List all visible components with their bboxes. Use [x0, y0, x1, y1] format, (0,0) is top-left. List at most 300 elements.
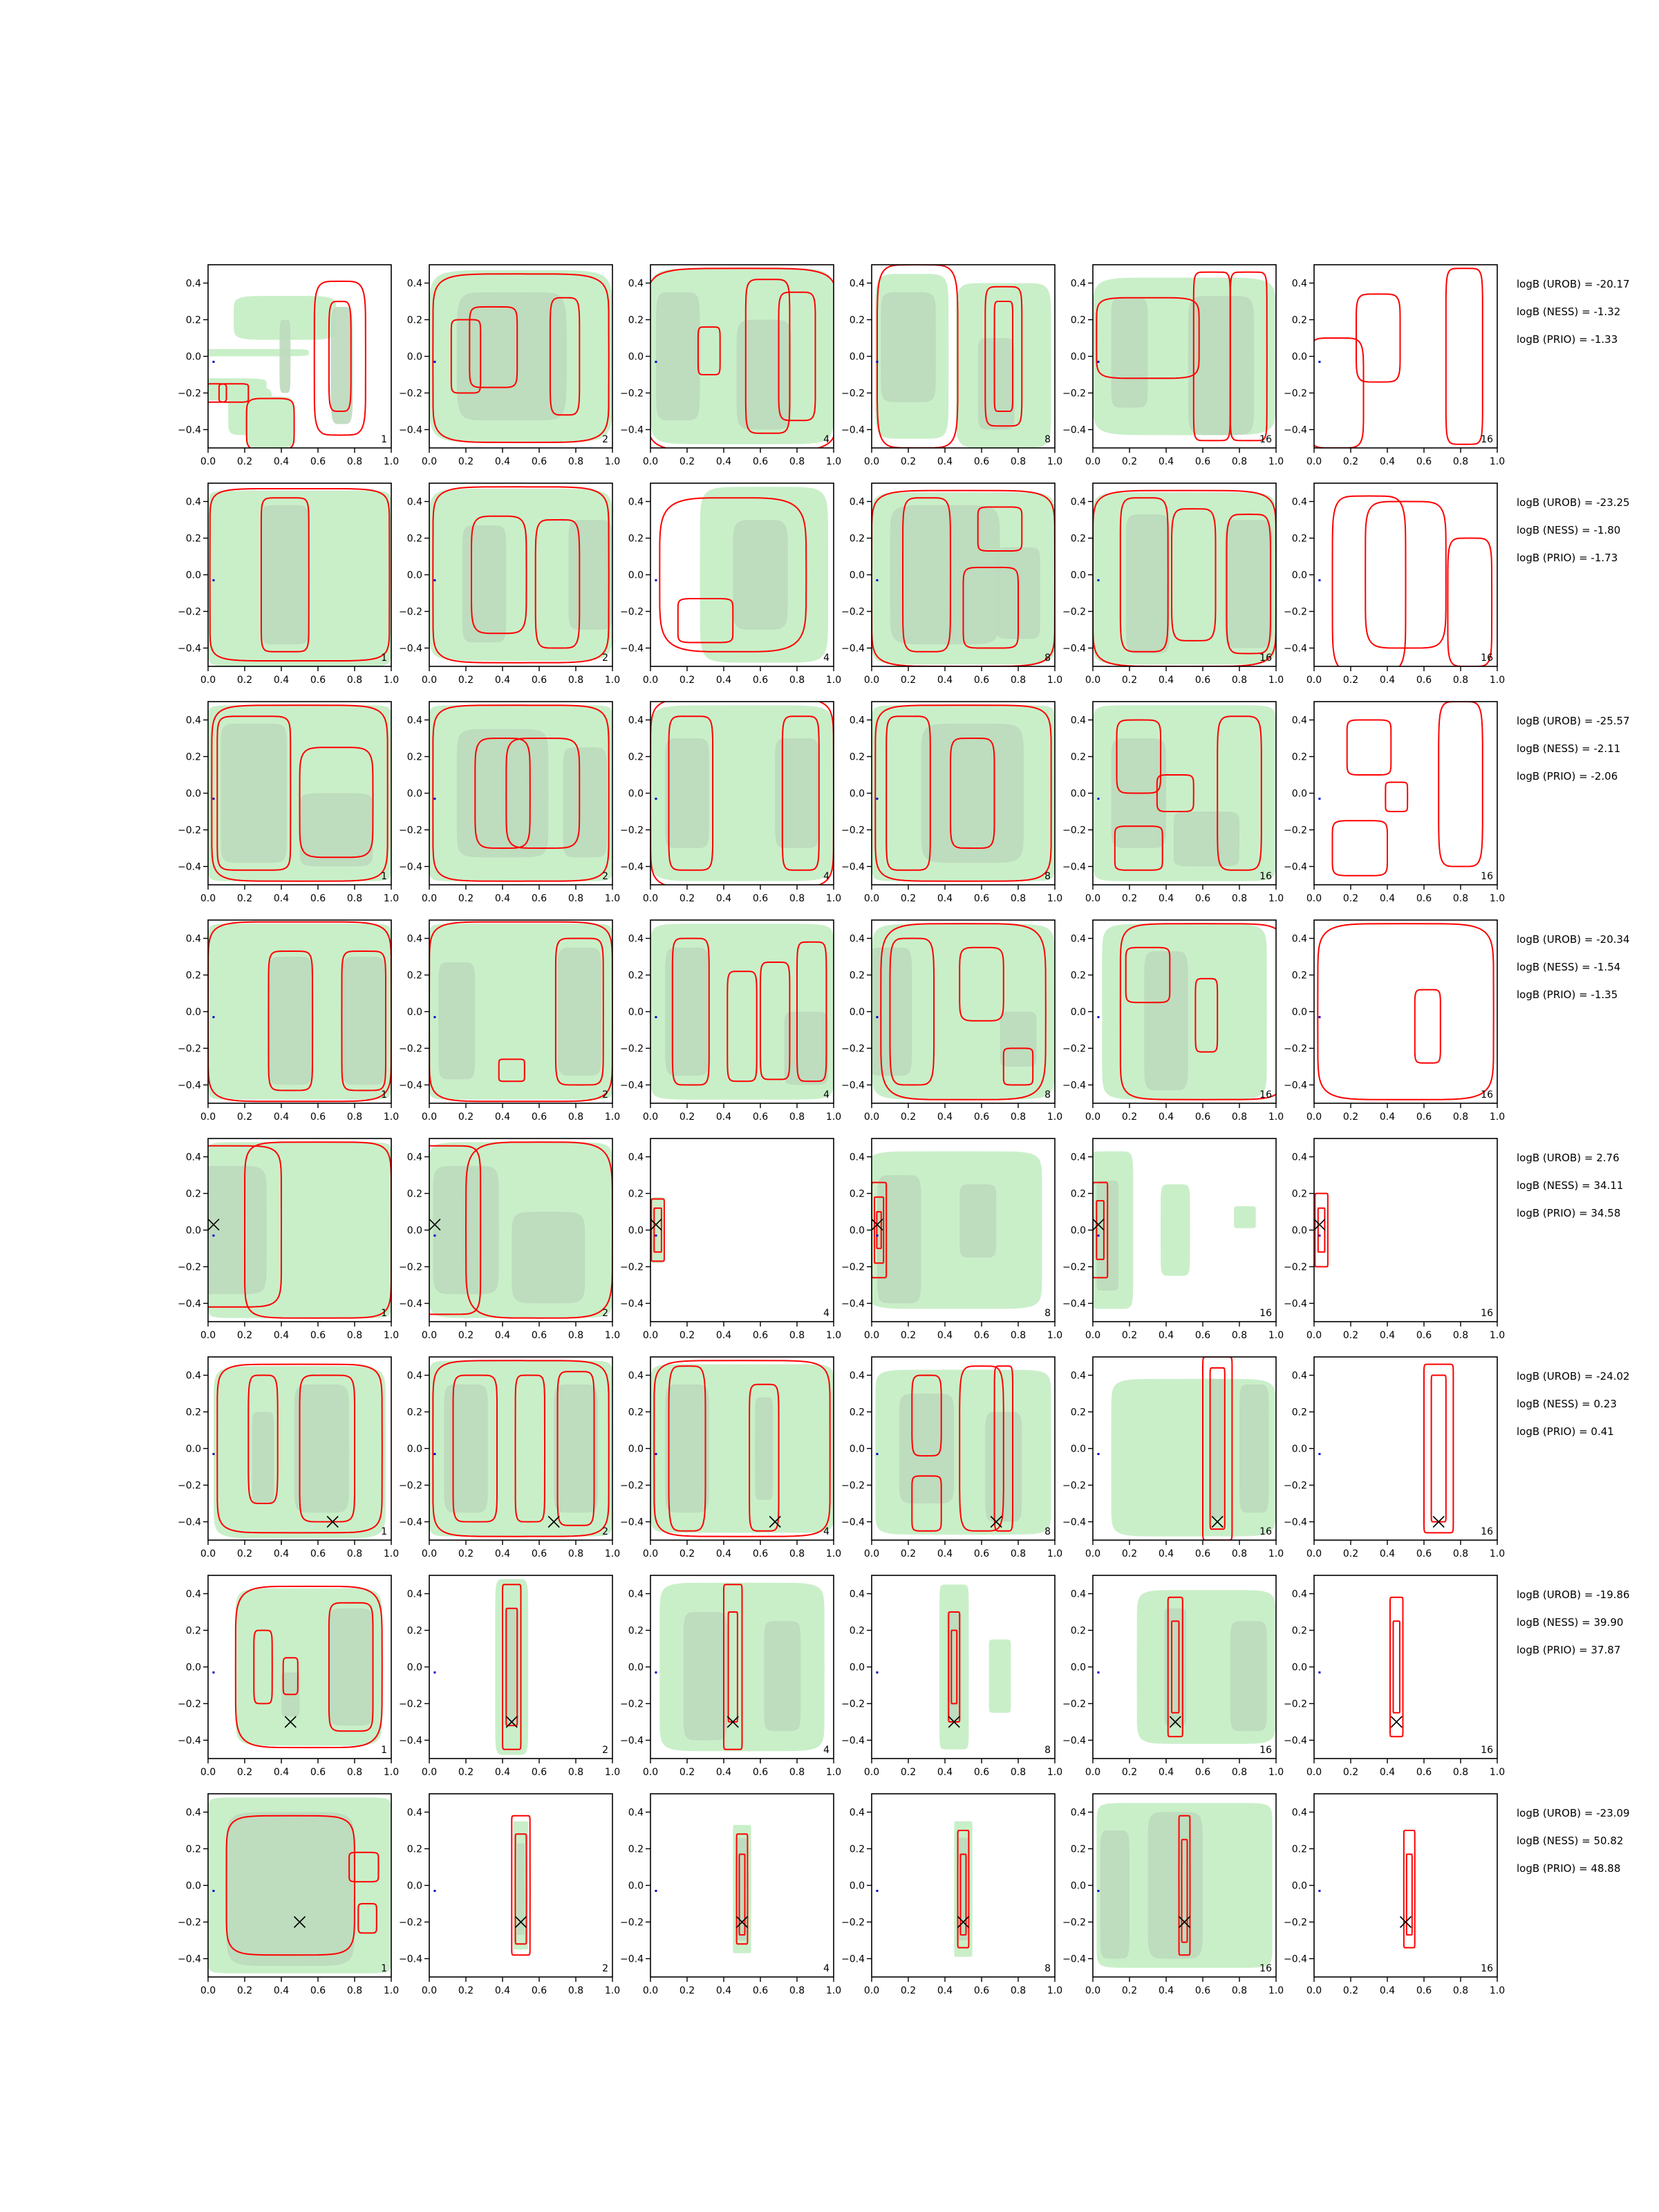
- x-tick-label: 0.6: [1416, 456, 1432, 467]
- x-tick-label: 0.0: [421, 456, 438, 467]
- panel-r4-c5: [1062, 920, 1285, 1123]
- x-tick-label: 1.0: [1047, 1767, 1063, 1778]
- y-tick-label: −0.4: [841, 861, 865, 873]
- y-tick-label: −0.2: [399, 1043, 422, 1055]
- x-tick-label: 0.4: [1158, 1985, 1174, 1996]
- y-tick-label: 0.0: [849, 1225, 865, 1237]
- panel-plot-area: [1318, 1830, 1414, 1948]
- panel-sample-label: 1: [381, 1745, 387, 1756]
- x-tick-label: 0.0: [642, 1985, 659, 1996]
- x-tick-label: 1.0: [825, 1548, 842, 1559]
- panel-sample-label: 8: [1044, 1308, 1051, 1319]
- axes-frame: [1314, 1794, 1497, 1977]
- x-tick-label: 0.6: [1416, 1985, 1432, 1996]
- y-tick-label: 0.0: [406, 351, 422, 363]
- panel-sample-label: 16: [1481, 1963, 1493, 1974]
- panel-r8-c3: [620, 1794, 841, 1996]
- x-tick-label: 0.0: [421, 675, 438, 686]
- y-tick-label: 0.2: [185, 315, 201, 326]
- x-tick-label: 0.2: [1342, 1112, 1359, 1123]
- panel-r7-c1: [178, 1575, 399, 1778]
- blue-dot-marker: [876, 1671, 878, 1674]
- panel-plot-area: [872, 491, 1055, 666]
- x-tick-label: 0.8: [789, 456, 805, 467]
- panel-sample-label: 16: [1259, 1089, 1272, 1100]
- y-tick-label: 0.4: [849, 1370, 865, 1382]
- x-tick-label: 0.0: [200, 456, 216, 467]
- x-tick-label: 0.8: [1010, 1112, 1027, 1123]
- x-tick-label: 0.6: [531, 1330, 547, 1341]
- y-tick-label: 0.2: [406, 970, 422, 982]
- x-tick-label: 0.6: [531, 456, 547, 467]
- logb-annotation: logB (PRIO) = -1.33: [1517, 333, 1618, 346]
- y-tick-label: 0.4: [185, 496, 201, 508]
- blue-dot-marker: [1318, 1890, 1320, 1892]
- x-tick-label: 0.2: [1121, 675, 1138, 686]
- y-tick-label: 0.0: [849, 351, 865, 363]
- panel-plot-area: [1309, 268, 1483, 448]
- y-tick-label: 0.4: [1070, 1588, 1086, 1600]
- x-tick-label: 1.0: [1268, 456, 1284, 467]
- density-region-dark: [1000, 1012, 1037, 1067]
- y-tick-label: 0.2: [1070, 533, 1086, 545]
- panel-sample-label: 8: [1044, 1745, 1051, 1756]
- x-tick-label: 0.2: [900, 1767, 917, 1778]
- panel-sample-label: 16: [1481, 1308, 1493, 1319]
- y-tick-label: −0.4: [841, 1298, 865, 1310]
- x-tick-label: 0.2: [458, 1112, 474, 1123]
- density-region-light: [1234, 1206, 1256, 1228]
- y-tick-label: 0.4: [849, 496, 865, 508]
- density-region-dark: [1210, 1379, 1225, 1518]
- panel-sample-label: 1: [381, 1526, 387, 1537]
- density-region-dark: [457, 729, 549, 858]
- x-tick-label: 0.8: [346, 675, 363, 686]
- x-tick-label: 1.0: [604, 1548, 621, 1559]
- x-tick-label: 0.4: [1158, 1330, 1174, 1341]
- x-tick-label: 0.4: [494, 1112, 511, 1123]
- panel-plot-area: [868, 924, 1055, 1099]
- x-tick-label: 0.0: [1085, 675, 1101, 686]
- x-tick-label: 0.6: [1194, 456, 1211, 467]
- y-tick-label: 0.2: [628, 1625, 644, 1637]
- density-region-dark: [563, 747, 608, 857]
- y-tick-label: 0.2: [849, 970, 865, 982]
- y-tick-label: 0.4: [849, 1588, 865, 1600]
- blue-dot-marker: [655, 1453, 657, 1455]
- x-tick-label: 0.4: [1379, 1548, 1396, 1559]
- y-tick-label: 0.0: [1291, 1443, 1307, 1455]
- y-tick-label: 0.4: [406, 1588, 422, 1600]
- y-tick-label: −0.2: [1062, 1043, 1086, 1055]
- panel-r2-c4: [841, 483, 1062, 686]
- panel-plot-area: [1318, 1597, 1403, 1736]
- panel-r3-c4: [841, 702, 1062, 904]
- y-tick-label: −0.2: [178, 1043, 201, 1055]
- x-tick-label: 0.4: [273, 1112, 290, 1123]
- y-tick-label: −0.4: [620, 861, 644, 873]
- density-region-dark: [684, 1612, 728, 1741]
- x-tick-label: 0.4: [494, 675, 511, 686]
- blue-dot-marker: [876, 1453, 878, 1455]
- x-tick-label: 0.8: [1231, 1330, 1248, 1341]
- red-contour: [1446, 268, 1483, 444]
- x-tick-label: 0.4: [715, 1548, 732, 1559]
- x-tick-label: 0.8: [346, 1112, 363, 1123]
- y-tick-label: −0.2: [841, 1043, 865, 1055]
- x-tick-label: 0.2: [1121, 1112, 1138, 1123]
- panel-sample-label: 1: [381, 871, 387, 882]
- y-tick-label: 0.2: [406, 315, 422, 326]
- panel-plot-area: [429, 1360, 612, 1536]
- x-tick-label: 1.0: [1489, 1330, 1506, 1341]
- panel-sample-label: 8: [1044, 653, 1051, 664]
- y-tick-label: 0.2: [185, 1625, 201, 1637]
- blue-dot-marker: [212, 1890, 214, 1892]
- x-tick-label: 0.8: [1231, 456, 1248, 467]
- logb-annotation: logB (NESS) = 0.23: [1517, 1398, 1617, 1410]
- x-marker: [1391, 1716, 1402, 1727]
- panel-plot-area: [429, 922, 612, 1102]
- density-region-dark: [959, 1184, 996, 1257]
- y-tick-label: 0.0: [1291, 1225, 1307, 1237]
- x-tick-label: 0.6: [752, 893, 769, 904]
- y-tick-label: 0.2: [185, 751, 201, 763]
- x-tick-label: 1.0: [1268, 893, 1284, 904]
- x-tick-label: 0.2: [236, 1330, 253, 1341]
- y-tick-label: 0.0: [628, 570, 644, 581]
- logb-annotation: logB (NESS) = -1.54: [1517, 961, 1621, 973]
- y-tick-label: −0.4: [1062, 1298, 1086, 1310]
- x-tick-label: 0.6: [531, 1548, 547, 1559]
- y-tick-label: −0.4: [1284, 1298, 1307, 1310]
- y-tick-label: 0.4: [849, 933, 865, 945]
- y-tick-label: −0.4: [178, 1298, 201, 1310]
- y-tick-label: 0.4: [849, 1152, 865, 1163]
- y-tick-label: 0.2: [628, 1407, 644, 1418]
- x-tick-label: 0.4: [937, 1767, 953, 1778]
- x-tick-label: 0.2: [236, 1548, 253, 1559]
- x-tick-label: 1.0: [383, 893, 400, 904]
- y-tick-label: −0.2: [620, 825, 644, 836]
- x-tick-label: 0.2: [1342, 893, 1359, 904]
- y-tick-label: 0.2: [628, 1844, 644, 1855]
- blue-dot-marker: [433, 1016, 435, 1018]
- panel-plot-area: [1318, 924, 1493, 1099]
- blue-dot-marker: [876, 1235, 878, 1237]
- y-tick-label: 0.4: [1070, 496, 1086, 508]
- x-tick-label: 0.8: [1010, 1767, 1027, 1778]
- y-tick-label: 0.2: [1070, 1407, 1086, 1418]
- y-tick-label: 0.0: [1070, 1880, 1086, 1892]
- y-tick-label: −0.4: [841, 424, 865, 436]
- x-tick-label: 0.2: [458, 456, 474, 467]
- x-tick-label: 0.2: [679, 1112, 695, 1123]
- y-tick-label: 0.4: [185, 1370, 201, 1382]
- x-tick-label: 1.0: [1489, 1985, 1506, 1996]
- blue-dot-marker: [1318, 579, 1320, 581]
- y-tick-label: 0.0: [406, 788, 422, 800]
- x-tick-label: 0.6: [1416, 893, 1432, 904]
- x-tick-label: 0.6: [1416, 675, 1432, 686]
- y-tick-label: −0.2: [1284, 825, 1307, 836]
- panel-r6-c5: [1062, 1357, 1284, 1559]
- blue-dot-marker: [1097, 361, 1099, 363]
- y-tick-label: 0.2: [1291, 315, 1307, 326]
- panel-r3-c2: [399, 702, 620, 904]
- x-tick-label: 0.0: [200, 1330, 216, 1341]
- x-tick-label: 0.2: [236, 1112, 253, 1123]
- x-tick-label: 0.0: [863, 1112, 880, 1123]
- y-tick-label: 0.2: [628, 315, 644, 326]
- x-tick-label: 0.8: [568, 1767, 584, 1778]
- y-tick-label: −0.2: [841, 1698, 865, 1710]
- y-tick-label: 0.2: [849, 1188, 865, 1200]
- x-tick-label: 1.0: [383, 1330, 400, 1341]
- x-tick-label: 0.4: [1379, 675, 1396, 686]
- panel-plot-area: [650, 1360, 834, 1536]
- y-tick-label: 0.4: [406, 1152, 422, 1163]
- axes-frame: [1314, 920, 1497, 1103]
- y-tick-label: 0.0: [1070, 1225, 1086, 1237]
- x-tick-label: 1.0: [1268, 1548, 1284, 1559]
- y-tick-label: 0.2: [849, 1625, 865, 1637]
- x-tick-label: 0.6: [1194, 1767, 1211, 1778]
- density-region-dark: [881, 292, 936, 402]
- x-tick-label: 0.4: [1379, 1767, 1396, 1778]
- y-tick-label: −0.2: [178, 825, 201, 836]
- y-tick-label: −0.4: [1284, 1080, 1307, 1091]
- x-tick-label: 0.4: [1158, 1548, 1174, 1559]
- logb-annotation: logB (UROB) = -24.02: [1517, 1370, 1630, 1382]
- blue-dot-marker: [655, 1890, 657, 1892]
- x-tick-label: 0.0: [1306, 1767, 1322, 1778]
- panel-r5-c4: [841, 1138, 1062, 1341]
- panel-r5-c6: [1284, 1138, 1505, 1341]
- y-tick-label: 0.0: [1291, 1006, 1307, 1018]
- x-tick-label: 0.0: [200, 1112, 216, 1123]
- x-tick-label: 0.2: [236, 893, 253, 904]
- y-tick-label: −0.4: [178, 861, 201, 873]
- x-tick-label: 0.2: [679, 893, 695, 904]
- logb-annotation: logB (PRIO) = 48.88: [1517, 1862, 1621, 1875]
- x-tick-label: 0.0: [1306, 1548, 1322, 1559]
- panel-sample-label: 4: [823, 653, 830, 664]
- panel-plot-area: [655, 1825, 751, 1953]
- x-tick-label: 0.6: [973, 1985, 990, 1996]
- blue-dot-marker: [655, 798, 657, 800]
- y-tick-label: 0.4: [185, 715, 201, 727]
- x-tick-label: 0.6: [973, 1112, 990, 1123]
- y-tick-label: −0.2: [178, 388, 201, 400]
- panel-r4-c6: [1284, 920, 1505, 1123]
- x-tick-label: 1.0: [604, 456, 621, 467]
- red-contour: [1318, 1208, 1325, 1253]
- x-tick-label: 0.0: [642, 1112, 659, 1123]
- y-tick-label: −0.2: [1284, 388, 1307, 400]
- x-tick-label: 0.2: [236, 456, 253, 467]
- y-tick-label: 0.2: [406, 751, 422, 763]
- panel-sample-label: 2: [602, 1745, 608, 1756]
- x-tick-label: 0.0: [642, 675, 659, 686]
- x-tick-label: 1.0: [825, 456, 842, 467]
- x-tick-label: 0.6: [310, 1985, 326, 1996]
- panel-r3-c5: [1062, 702, 1284, 904]
- x-tick-label: 0.2: [900, 675, 917, 686]
- x-tick-label: 0.6: [531, 1985, 547, 1996]
- y-tick-label: 0.0: [628, 1006, 644, 1018]
- y-tick-label: 0.0: [1070, 1443, 1086, 1455]
- panel-plot-area: [208, 1797, 391, 1973]
- panel-plot-area: [650, 698, 834, 889]
- y-tick-label: 0.0: [1070, 1006, 1086, 1018]
- panel-r8-c2: [399, 1794, 620, 1996]
- x-tick-label: 0.6: [1194, 675, 1211, 686]
- x-tick-label: 0.2: [1342, 1985, 1359, 1996]
- density-region-dark: [438, 962, 475, 1080]
- y-tick-label: −0.4: [399, 861, 422, 873]
- y-tick-label: 0.4: [185, 1588, 201, 1600]
- panel-r7-c3: [620, 1575, 841, 1778]
- y-tick-label: 0.4: [1291, 1588, 1307, 1600]
- x-tick-label: 1.0: [1489, 675, 1506, 686]
- density-region-dark: [665, 1385, 709, 1513]
- red-contour: [1385, 782, 1407, 812]
- panel-r4-c4: [841, 920, 1062, 1123]
- x-tick-label: 0.6: [973, 675, 990, 686]
- x-tick-label: 0.8: [789, 675, 805, 686]
- x-tick-label: 1.0: [1047, 893, 1063, 904]
- y-tick-label: −0.4: [399, 1080, 422, 1091]
- x-tick-label: 1.0: [383, 1985, 400, 1996]
- panel-plot-area: [647, 268, 838, 451]
- logb-annotation: logB (PRIO) = -1.73: [1517, 552, 1618, 564]
- y-tick-label: 0.0: [849, 1662, 865, 1674]
- y-tick-label: −0.4: [1062, 643, 1086, 655]
- panel-plot-area: [650, 924, 834, 1099]
- x-tick-label: 0.4: [1379, 456, 1396, 467]
- x-tick-label: 1.0: [1268, 1985, 1284, 1996]
- red-contour: [1447, 538, 1492, 667]
- blue-dot-marker: [212, 1016, 214, 1018]
- x-tick-label: 1.0: [1268, 1112, 1284, 1123]
- x-tick-label: 0.8: [1010, 1330, 1027, 1341]
- y-tick-label: −0.2: [399, 1480, 422, 1492]
- panel-sample-label: 16: [1481, 1745, 1493, 1756]
- y-tick-label: 0.2: [185, 1188, 201, 1200]
- x-tick-label: 0.8: [1452, 1548, 1469, 1559]
- y-tick-label: −0.4: [399, 1517, 422, 1528]
- y-tick-label: 0.0: [628, 351, 644, 363]
- density-region-dark: [512, 1212, 585, 1304]
- y-tick-label: −0.4: [178, 1735, 201, 1747]
- panel-plot-area: [1096, 1803, 1272, 1968]
- y-tick-label: 0.4: [1291, 1370, 1307, 1382]
- y-tick-label: 0.4: [628, 1370, 644, 1382]
- panel-r7-c6: [1284, 1575, 1505, 1778]
- panel-r5-c3: [620, 1138, 841, 1341]
- x-tick-label: 0.8: [789, 1548, 805, 1559]
- panel-sample-label: 16: [1259, 653, 1272, 664]
- panel-r4-c3: [620, 920, 841, 1123]
- density-region-dark: [568, 520, 612, 630]
- x-tick-label: 1.0: [604, 893, 621, 904]
- blue-dot-marker: [1318, 798, 1320, 800]
- blue-dot-marker: [212, 579, 214, 581]
- x-tick-label: 0.0: [1085, 1548, 1101, 1559]
- density-region-dark: [890, 505, 1000, 644]
- logb-annotation: logB (UROB) = -20.17: [1517, 278, 1630, 290]
- y-tick-label: −0.4: [1062, 424, 1086, 436]
- panel-sample-label: 2: [602, 1089, 608, 1100]
- panel-sample-label: 1: [381, 1308, 387, 1319]
- x-tick-label: 0.2: [900, 893, 917, 904]
- y-tick-label: −0.4: [620, 643, 644, 655]
- x-tick-label: 1.0: [1268, 1767, 1284, 1778]
- x-tick-label: 0.6: [1194, 893, 1211, 904]
- panel-r1-c1: [122, 147, 399, 467]
- panel-r6-c6: [1284, 1357, 1505, 1559]
- panel-plot-area: [1318, 702, 1482, 876]
- logb-annotation: logB (NESS) = -1.80: [1517, 524, 1621, 536]
- x-tick-label: 0.4: [1158, 893, 1174, 904]
- panel-plot-area: [208, 922, 391, 1102]
- x-tick-label: 0.0: [863, 675, 880, 686]
- red-contour: [1424, 1365, 1453, 1533]
- logb-annotation: logB (UROB) = 2.76: [1517, 1152, 1620, 1164]
- x-tick-label: 0.2: [1121, 1985, 1138, 1996]
- y-tick-label: −0.4: [841, 1735, 865, 1747]
- x-tick-label: 0.6: [752, 1985, 769, 1996]
- y-tick-label: −0.4: [620, 424, 644, 436]
- x-tick-label: 0.6: [1194, 1330, 1211, 1341]
- panel-plot-area: [866, 1152, 1042, 1309]
- x-tick-label: 0.6: [310, 1112, 326, 1123]
- panel-sample-label: 8: [1044, 434, 1051, 445]
- x-tick-label: 0.0: [863, 1548, 880, 1559]
- panel-r8-c6: [1284, 1794, 1505, 1996]
- y-tick-label: −0.2: [1062, 1917, 1086, 1929]
- logb-annotation: logB (PRIO) = 37.87: [1517, 1644, 1621, 1656]
- panel-r3-c3: [620, 698, 841, 904]
- y-tick-label: −0.2: [178, 606, 201, 618]
- y-tick-label: 0.4: [1070, 1807, 1086, 1819]
- x-tick-label: 0.6: [1416, 1330, 1432, 1341]
- red-contour: [1438, 702, 1483, 867]
- panel-r1-c5: [1062, 265, 1284, 467]
- y-tick-label: −0.4: [1062, 861, 1086, 873]
- y-tick-label: 0.2: [1291, 533, 1307, 545]
- logb-annotation: logB (NESS) = 39.90: [1517, 1616, 1624, 1629]
- y-tick-label: −0.4: [620, 1735, 644, 1747]
- x-tick-label: 0.2: [236, 1985, 253, 1996]
- y-tick-label: 0.0: [185, 1225, 201, 1237]
- panel-r8-c1: [178, 1794, 399, 1996]
- panel-r6-c3: [620, 1357, 841, 1559]
- logb-annotation: logB (PRIO) = -2.06: [1517, 770, 1618, 782]
- y-tick-label: 0.0: [185, 1880, 201, 1892]
- x-tick-label: 0.0: [642, 893, 659, 904]
- density-region-dark: [733, 520, 788, 630]
- y-tick-label: 0.4: [628, 496, 644, 508]
- density-region-dark: [462, 525, 507, 643]
- y-tick-label: 0.0: [185, 1662, 201, 1674]
- x-tick-label: 0.0: [1085, 1330, 1101, 1341]
- y-tick-label: −0.4: [399, 1953, 422, 1965]
- y-tick-label: 0.4: [1291, 715, 1307, 727]
- y-tick-label: 0.0: [406, 1443, 422, 1455]
- x-tick-label: 0.4: [715, 1985, 732, 1996]
